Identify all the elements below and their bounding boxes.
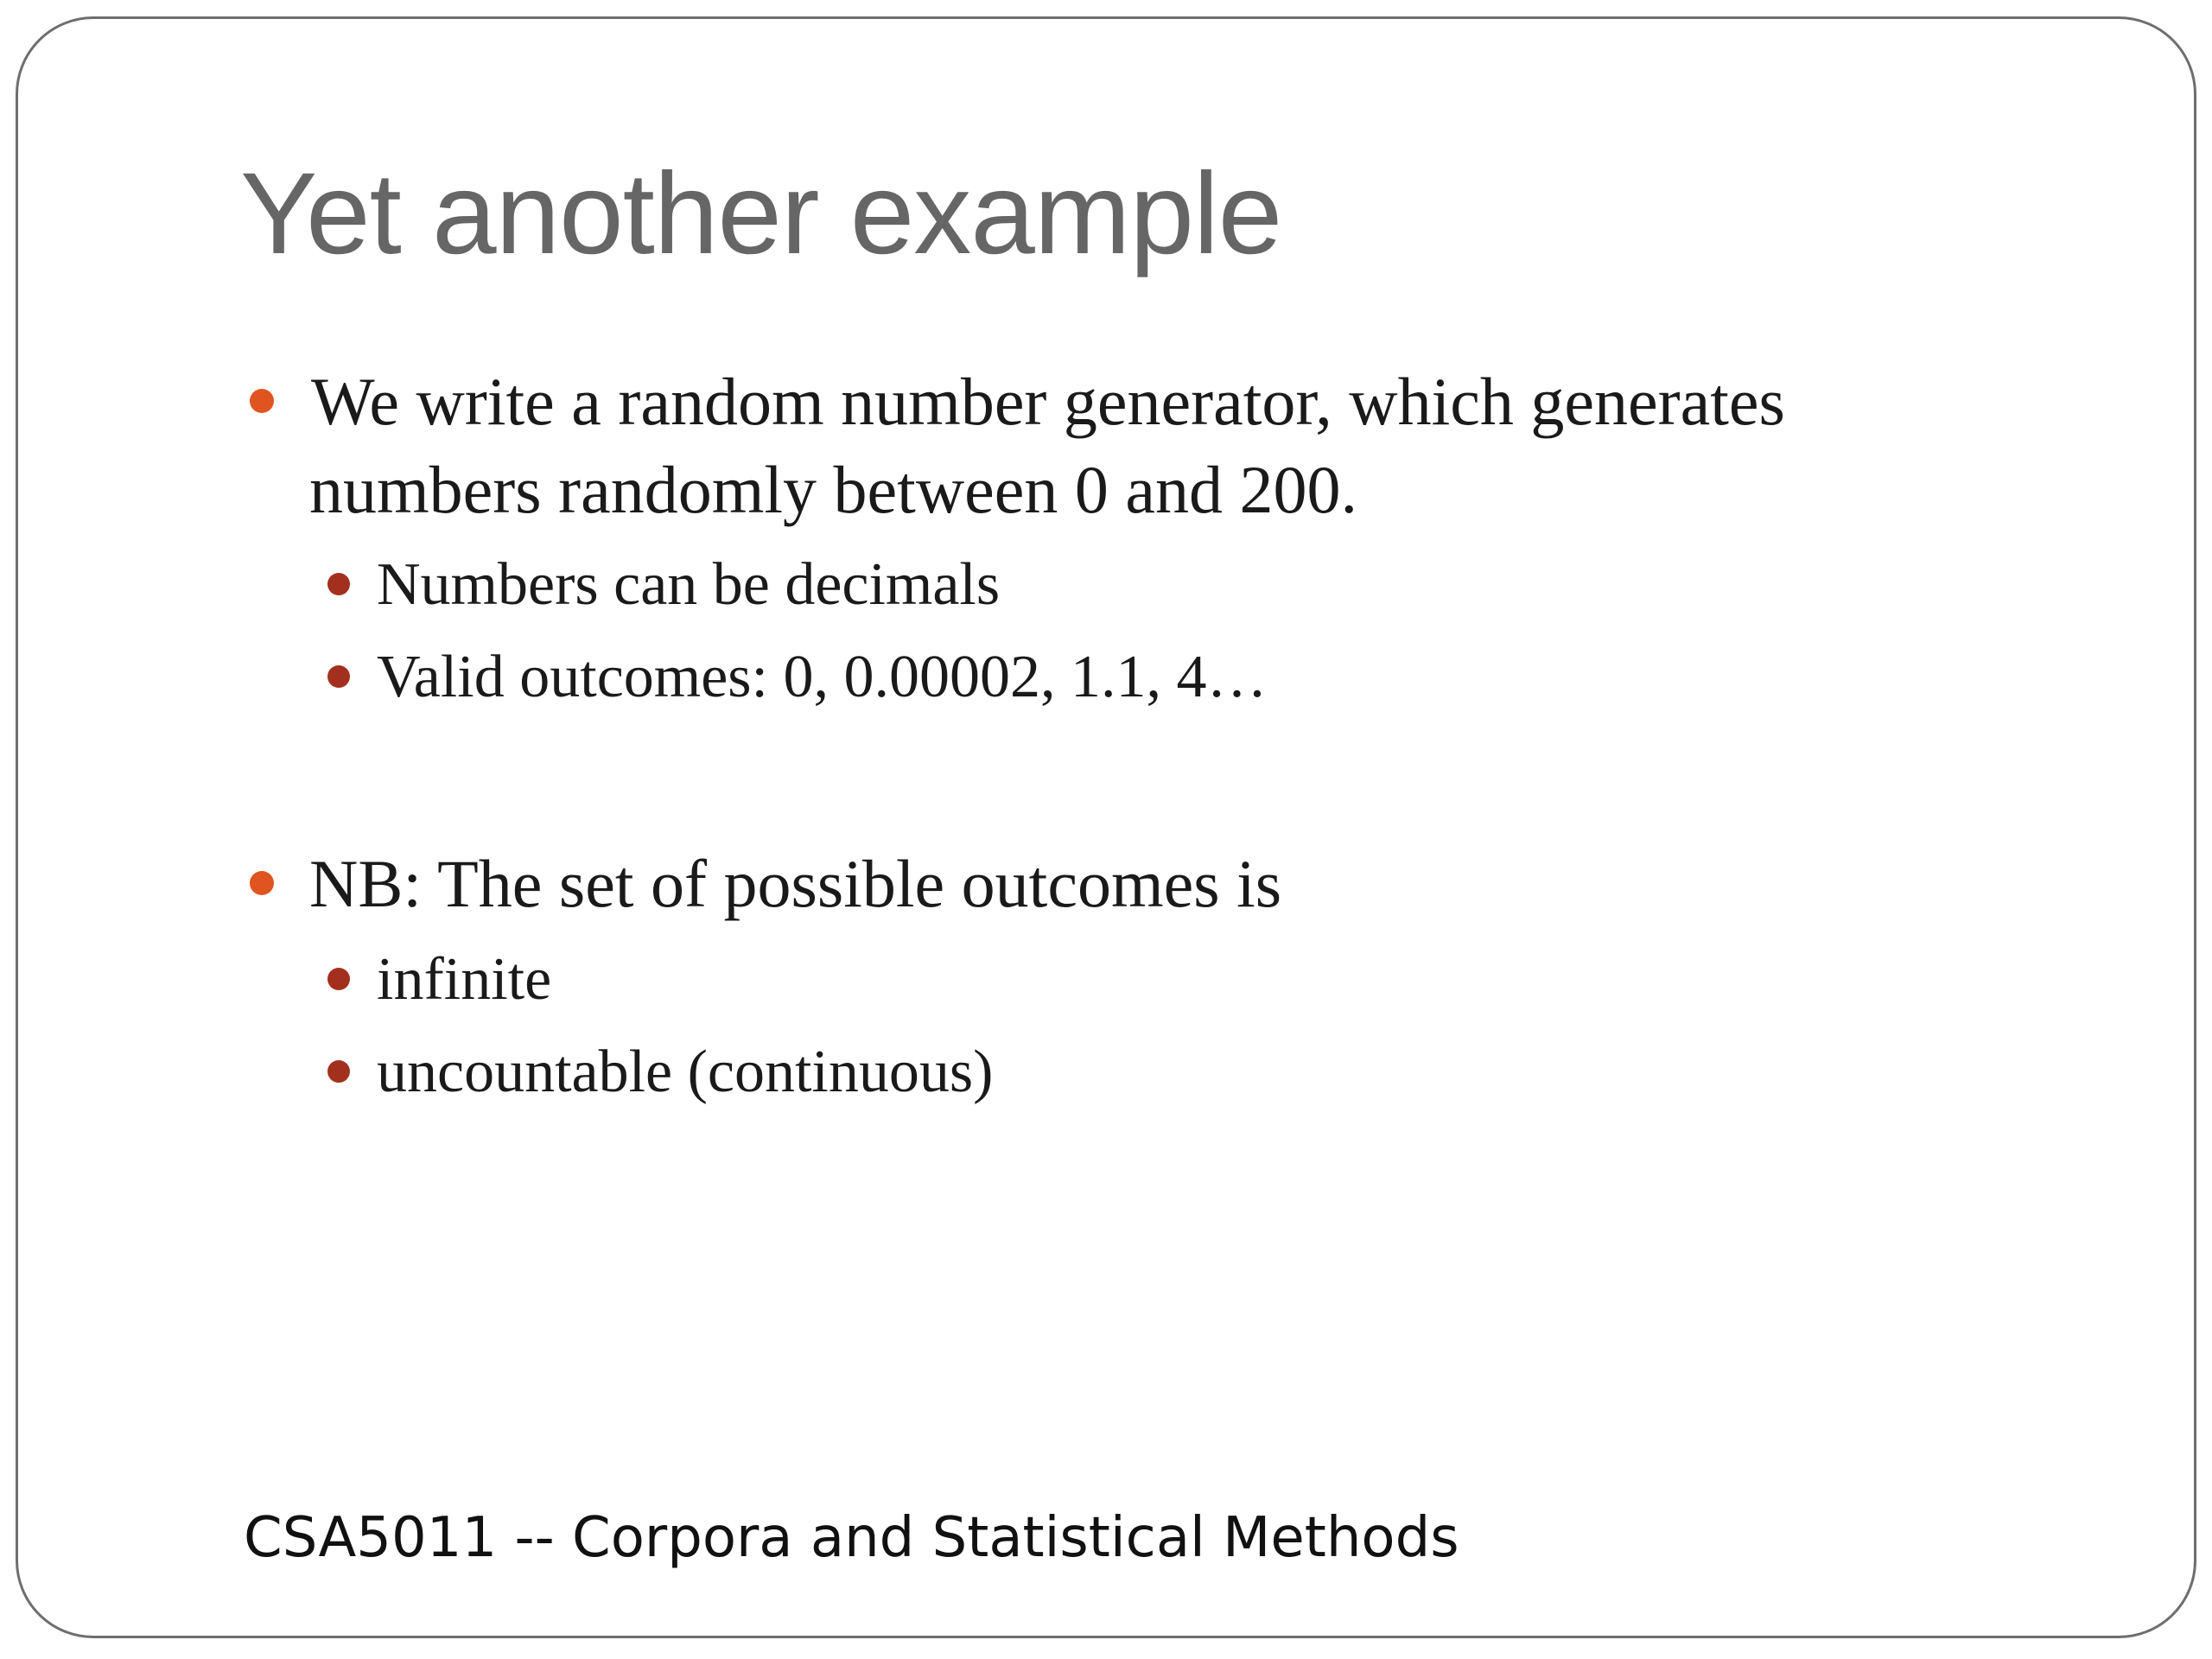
sub-bullet-dot-icon: [327, 573, 350, 595]
bullet-1-sub-1: Numbers can be decimals: [377, 551, 1001, 618]
bullet-1-line-1: We write a random number generator, which generates: [311, 364, 1785, 439]
slide-footer: CSA5011 -- Corpora and Statistical Methods: [244, 1506, 1459, 1570]
bullet-dot-icon: [250, 389, 274, 413]
sub-bullet-dot-icon: [327, 1060, 350, 1083]
sub-bullet-dot-icon: [327, 968, 350, 990]
bullet-1-line-2: numbers randomly between 0 and 200.: [309, 452, 1358, 527]
bullet-2-sub-2: uncountable (continuous): [377, 1039, 994, 1105]
bullet-2-line-1: NB: The set of possible outcomes is: [309, 846, 1282, 921]
sub-bullet-dot-icon: [327, 665, 350, 688]
slide-title: Yet another example: [240, 149, 1282, 278]
bullet-2-sub-1: infinite: [377, 946, 552, 1013]
bullet-dot-icon: [250, 871, 274, 895]
bullet-1-sub-2: Valid outcomes: 0, 0.00002, 1.1, 4…: [377, 644, 1268, 710]
